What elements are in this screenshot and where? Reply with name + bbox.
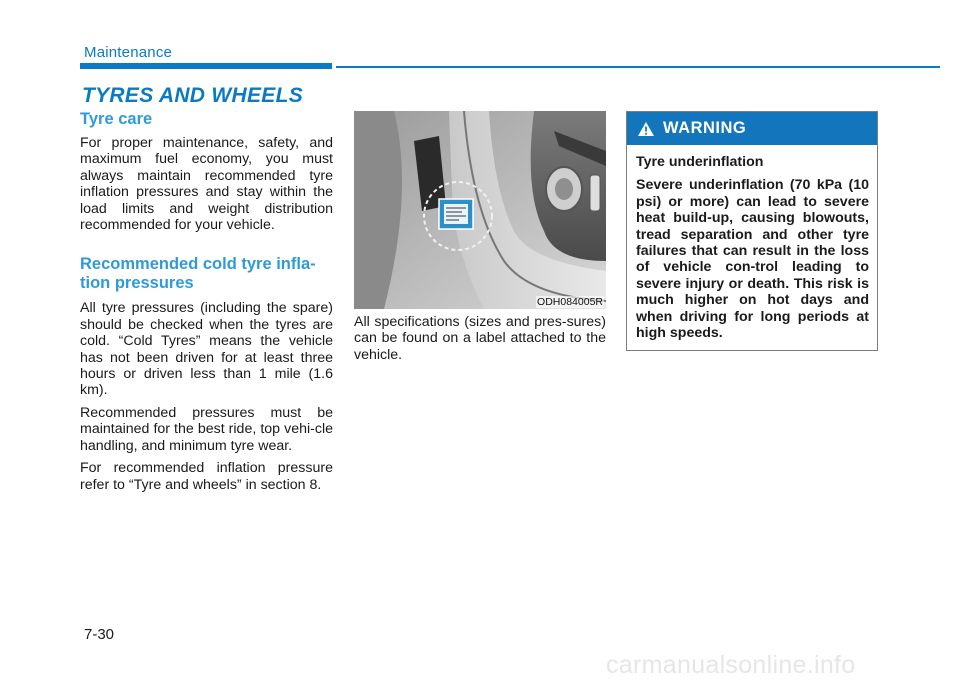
door-pillar-illustration (354, 111, 606, 309)
tyre-label-figure (354, 111, 606, 309)
warning-text: Severe underinflation (70 kPa (10 psi) or more) can lead to severe heat build-up, causing blowouts, tread separation and other tyre failures that can result in the loss of vehicle con-trol leading to severe injury or death. This risk is much higher on hot days and when driving for long periods at high speeds. (636, 177, 869, 342)
left-column (80, 110, 333, 499)
section-label: Maintenance (84, 44, 173, 61)
header-rule-thick (80, 63, 332, 69)
warning-label: WARNING (663, 119, 747, 137)
cold-pressure-paragraph-3: For recommended inflation pressure refer to “Tyre and wheels” in section 8. (80, 460, 333, 493)
figure-code: ODH084005R (537, 296, 603, 308)
warning-body (627, 145, 877, 341)
watermark: carmanualsonline.info (606, 651, 856, 679)
figure-caption: All specifications (sizes and pres-sures) can be found on a label attached to the vehicle. (354, 314, 606, 363)
cold-pressure-paragraph-1: All tyre pressures (including the spare) should be checked when the tyres are cold. “Cold Tyres” means the vehicle has not been driven for at least three hours or driven less than 1 mile (1.6 km). (80, 300, 333, 399)
page-number: 7-30 (84, 626, 115, 643)
cold-pressure-paragraph-2: Recommended pressures must be maintained for the best ride, top vehi-cle handling, and minimum tyre wear. (80, 404, 333, 454)
tyre-care-heading: Tyre care (80, 110, 153, 128)
cold-pressure-heading: Recommended cold tyre infla-tion pressures (80, 255, 316, 293)
warning-title: Tyre underinflation (636, 154, 764, 170)
warning-triangle-icon (637, 121, 655, 137)
warning-header (627, 112, 877, 145)
chapter-title: TYRES AND WHEELS (82, 84, 304, 107)
warning-box (626, 111, 878, 351)
tyre-care-body: For proper maintenance, safety, and maximum fuel economy, you must always maintain recommended tyre inflation pressures and stay within the load limits and weight distribution recommended for your vehicle. (80, 135, 333, 234)
header-rule-thin (336, 66, 940, 68)
